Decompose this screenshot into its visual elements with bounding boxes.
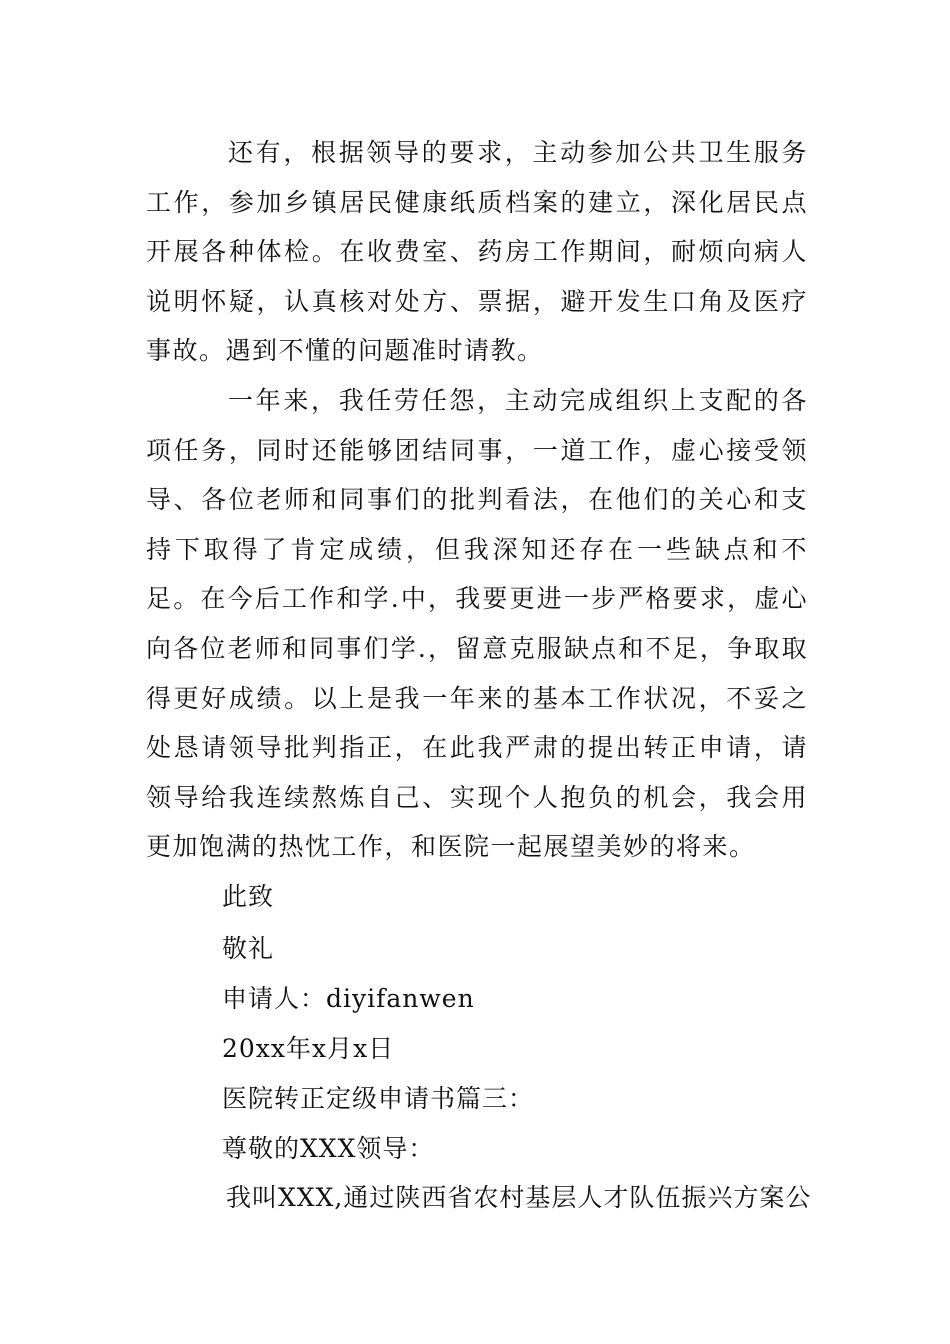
- body-paragraph-2: 一年来，我任劳任怨，主动完成组织上支配的各项任务，同时还能够团结同事，一道工作，虚心接受领导、各位老师和同事们的批判看法，在他们的关心和支持下取得了肯定成绩，但我深知还存在一些缺点和不足。在今后工作和学.中，我要更进一步严格要求，虚心向各位老师和同事们学.，留意克服缺点和不足，争取取得更好成绩。以上是我一年来的基本工作状况，不妥之处恳请领导批判指正，在此我严肃的提出转正申请，请领导给我连续熬炼自己、实现个人抱负的机会，我会用更加饱满的热忱工作，和医院一起展望美妙的将来。: [146, 386, 808, 862]
- regards: 敬礼: [222, 934, 275, 963]
- greeting-line: 尊敬的XXX领导：: [222, 1134, 435, 1163]
- opening-line: 我叫XXX,通过陕西省农村基层人才队伍振兴方案公: [226, 1183, 812, 1212]
- body-paragraph-1: 还有，根据领导的要求，主动参加公共卫生服务工作，参加乡镇居民健康纸质档案的建立，深化居民点开展各种体检。在收费室、药房工作期间，耐烦向病人说明怀疑，认真核对处方、票据，避开发生口角及医疗事故。遇到不懂的问题准时请教。: [146, 138, 808, 366]
- salutation: 此致: [222, 882, 275, 911]
- section-heading: 医院转正定级申请书篇三：: [222, 1084, 535, 1113]
- applicant-line: 申请人：diyifanwen: [222, 984, 475, 1013]
- date-line: 20xx年x月x日: [222, 1034, 395, 1063]
